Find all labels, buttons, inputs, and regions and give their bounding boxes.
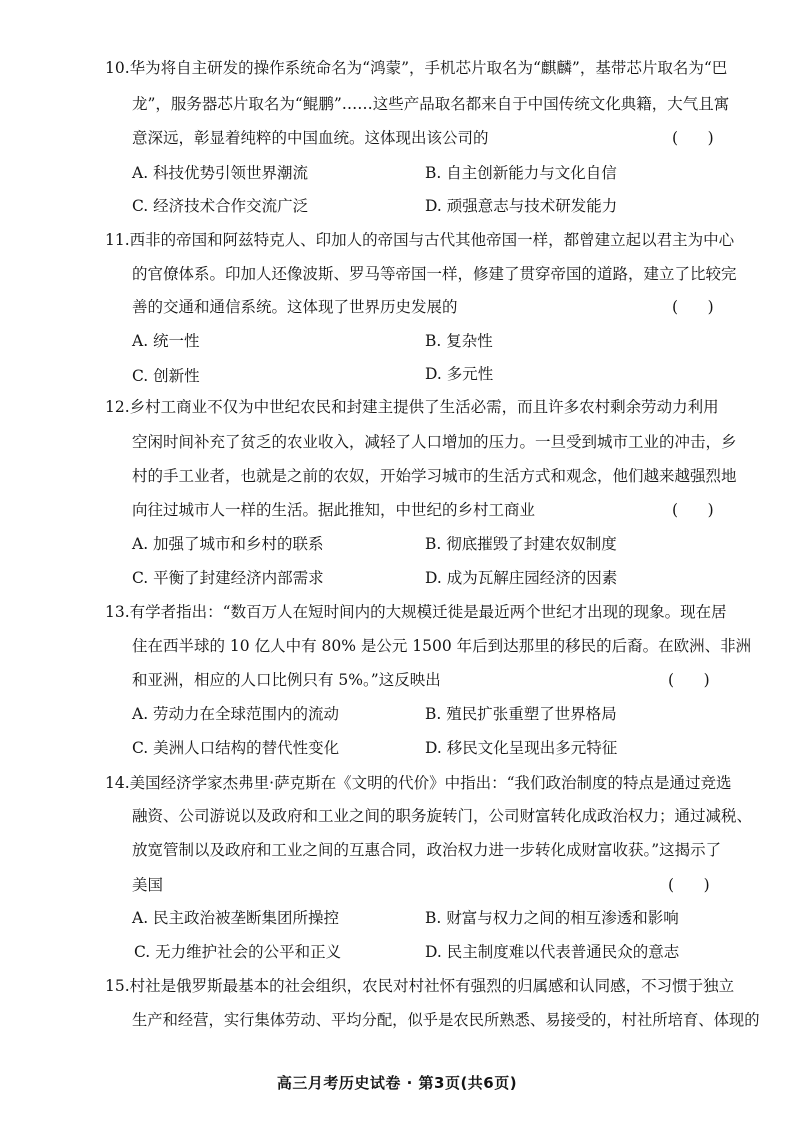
question-12-option-d[interactable]: D. 成为瓦解庄园经济的因素 <box>425 569 618 587</box>
question-12-option-c[interactable]: C. 平衡了封建经济内部需求 <box>132 569 324 587</box>
question-13-option-d[interactable]: D. 移民文化呈现出多元特征 <box>425 739 618 757</box>
question-10-option-d[interactable]: D. 顽强意志与技术研发能力 <box>425 197 618 215</box>
question-11-stem-line-2: 的官僚体系。印加人还像波斯、罗马等帝国一样，修建了贯穿帝国的道路，建立了比较完 <box>132 265 737 283</box>
question-13-option-a[interactable]: A. 劳动力在全球范围内的流动 <box>132 705 340 723</box>
question-11-option-b[interactable]: B. 复杂性 <box>425 332 493 350</box>
question-14-stem-line-4: 美国 <box>132 876 164 894</box>
question-12-answer-blank[interactable]: ( ) <box>672 501 714 519</box>
question-14-option-c[interactable]: C. 无力维护社会的公平和正义 <box>134 943 342 961</box>
question-13-stem-line-1: 13.有学者指出：“数百万人在短时间内的大规模迁徙是最近两个世纪才出现的现象。现在居 <box>105 603 727 621</box>
question-14-answer-blank[interactable]: ( ) <box>668 876 710 894</box>
question-12-stem-line-2: 空闲时间补充了贫乏的农业收入，减轻了人口增加的压力。一旦受到城市工业的冲击，乡 <box>132 433 737 451</box>
question-12-stem-line-3: 村的手工业者，也就是之前的农奴，开始学习城市的生活方式和观念，他们越来越强烈地 <box>132 467 737 485</box>
question-12-option-a[interactable]: A. 加强了城市和乡村的联系 <box>132 535 324 553</box>
question-10-option-a[interactable]: A. 科技优势引领世界潮流 <box>132 164 309 182</box>
question-11-stem-line-3: 善的交通和通信系统。这体现了世界历史发展的 <box>132 298 458 316</box>
page-footer: 高三月考历史试卷 · 第3页(共6页) <box>276 1074 518 1092</box>
question-10-answer-blank[interactable]: ( ) <box>672 129 714 147</box>
question-12-option-b[interactable]: B. 彻底摧毁了封建农奴制度 <box>425 535 617 553</box>
question-10-stem-line-1: 10.华为将自主研发的操作系统命名为“鸿蒙”，手机芯片取名为“麒麟”，基带芯片取名为“巴 <box>105 59 728 77</box>
question-11-stem-line-1: 11.西非的帝国和阿兹特克人、印加人的帝国与古代其他帝国一样，都曾建立起以君主为中心 <box>105 231 735 249</box>
question-14-stem-line-3: 放宽管制以及政府和工业之间的互惠合同，政治权力进一步转化成财富收获。”这揭示了 <box>132 841 722 859</box>
question-10-stem-line-3: 意深远，彰显着纯粹的中国血统。这体现出该公司的 <box>132 129 489 147</box>
question-11-option-d[interactable]: D. 多元性 <box>425 365 494 383</box>
question-12-stem-line-4: 向往过城市人一样的生活。据此推知，中世纪的乡村工商业 <box>132 501 536 519</box>
question-11-option-a[interactable]: A. 统一性 <box>132 332 200 350</box>
question-13-option-b[interactable]: B. 殖民扩张重塑了世界格局 <box>425 705 617 723</box>
question-12-stem-line-1: 12.乡村工商业不仅为中世纪农民和封建主提供了生活必需，而且许多农村剩余劳动力利用 <box>105 398 719 416</box>
question-11-option-c[interactable]: C. 创新性 <box>132 367 200 385</box>
question-10-option-b[interactable]: B. 自主创新能力与文化自信 <box>425 164 617 182</box>
question-15-stem-line-2: 生产和经营，实行集体劳动、平均分配，似乎是农民所熟悉、易接受的，村社所培育、体现的 <box>132 1011 760 1029</box>
question-13-stem-line-3: 和亚洲，相应的人口比例只有 5%。”这反映出 <box>132 671 441 689</box>
question-14-option-b[interactable]: B. 财富与权力之间的相互渗透和影响 <box>425 909 679 927</box>
question-13-stem-line-2: 住在西半球的 10 亿人中有 80% 是公元 1500 年后到达那里的移民的后裔。在欧洲、非洲 <box>132 637 752 655</box>
question-10-option-c[interactable]: C. 经济技术合作交流广泛 <box>132 197 309 215</box>
question-14-option-a[interactable]: A. 民主政治被垄断集团所操控 <box>132 909 340 927</box>
question-15-stem-line-1: 15.村社是俄罗斯最基本的社会组织，农民对村社怀有强烈的归属感和认同感，不习惯于独立 <box>105 977 735 995</box>
question-14-stem-line-1: 14.美国经济学家杰弗里·萨克斯在《文明的代价》中指出：“我们政治制度的特点是通过竞选 <box>105 774 732 792</box>
question-14-stem-line-2: 融资、公司游说以及政府和工业之间的职务旋转门，公司财富转化成政治权力；通过减税、 <box>132 807 753 825</box>
question-13-option-c[interactable]: C. 美洲人口结构的替代性变化 <box>132 739 340 757</box>
question-14-option-d[interactable]: D. 民主制度难以代表普通民众的意志 <box>425 943 680 961</box>
question-10-stem-line-2: 龙”，服务器芯片取名为“鲲鹏”……这些产品取名都来自于中国传统文化典籍，大气且寓 <box>132 95 730 113</box>
question-13-answer-blank[interactable]: ( ) <box>668 671 710 689</box>
question-11-answer-blank[interactable]: ( ) <box>672 298 714 316</box>
